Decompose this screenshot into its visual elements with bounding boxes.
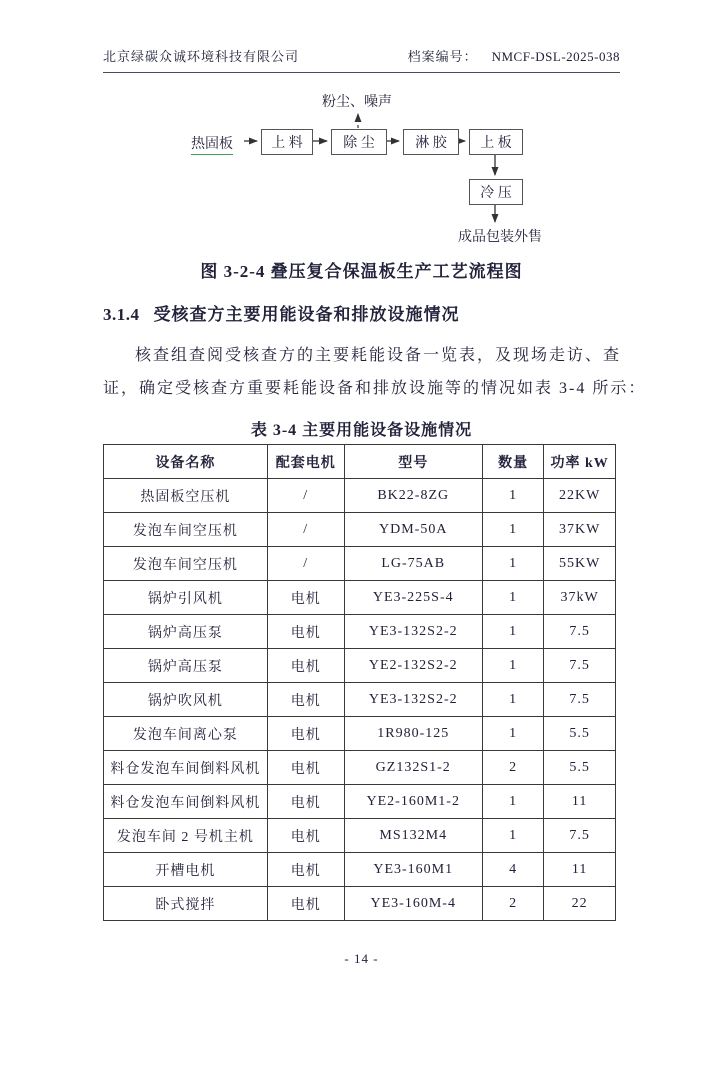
table-cell-name: 发泡车间空压机 — [104, 513, 268, 547]
table-cell-name: 锅炉高压泵 — [104, 615, 268, 649]
table-row — [104, 683, 616, 717]
table-cell-power: 37KW — [544, 513, 616, 547]
figure-caption: 图 3-2-4 叠压复合保温板生产工艺流程图 — [200, 262, 523, 281]
flow-label-source: 热固板 — [191, 133, 233, 155]
document-page — [0, 46, 723, 1070]
table-row — [104, 751, 616, 785]
table-cell-name: 热固板空压机 — [104, 479, 268, 513]
table-cell-motor: 电机 — [267, 785, 344, 819]
page-header — [103, 46, 620, 73]
table-row — [104, 547, 616, 581]
table-cell-motor: / — [267, 547, 344, 581]
table-row — [104, 513, 616, 547]
archive-number: NMCF-DSL-2025-038 — [491, 49, 620, 64]
table-cell-model: YE2-132S2-2 — [344, 649, 482, 683]
table-cell-qty: 1 — [482, 547, 543, 581]
section-title: 受核查方主要用能设备和排放设施情况 — [153, 305, 460, 324]
flow-node-boarding: 上 板 — [469, 129, 523, 155]
col-header-qty: 数量 — [482, 445, 543, 479]
process-flowchart — [103, 89, 620, 247]
table-cell-model: 1R980-125 — [344, 717, 482, 751]
table-cell-name: 开槽电机 — [104, 853, 268, 887]
table-cell-model: YE3-225S-4 — [344, 581, 482, 615]
table-cell-name: 锅炉高压泵 — [104, 649, 268, 683]
table-row — [104, 649, 616, 683]
table-cell-motor: 电机 — [267, 717, 344, 751]
archive-info — [408, 46, 620, 65]
table-row — [104, 717, 616, 751]
table-row — [104, 853, 616, 887]
table-cell-model: YE3-132S2-2 — [344, 683, 482, 717]
table-cell-power: 7.5 — [544, 649, 616, 683]
table-cell-name: 料仓发泡车间倒料风机 — [104, 751, 268, 785]
table-cell-model: GZ132S1-2 — [344, 751, 482, 785]
table-cell-qty: 1 — [482, 513, 543, 547]
table-cell-power: 55KW — [544, 547, 616, 581]
col-header-device-name: 设备名称 — [104, 445, 268, 479]
table-cell-model: YE3-132S2-2 — [344, 615, 482, 649]
table-cell-qty: 2 — [482, 887, 543, 921]
flow-label-emission: 粉尘、噪声 — [322, 95, 392, 110]
table-cell-name: 发泡车间空压机 — [104, 547, 268, 581]
flowchart-arrows — [103, 89, 620, 247]
table-row — [104, 581, 616, 615]
table-cell-model: YE2-160M1-2 — [344, 785, 482, 819]
table-cell-qty: 1 — [482, 615, 543, 649]
table-cell-qty: 1 — [482, 581, 543, 615]
table-cell-qty: 4 — [482, 853, 543, 887]
table-cell-qty: 2 — [482, 751, 543, 785]
table-cell-motor: 电机 — [267, 819, 344, 853]
table-cell-model: YE3-160M1 — [344, 853, 482, 887]
table-cell-motor: 电机 — [267, 683, 344, 717]
table-cell-motor: 电机 — [267, 853, 344, 887]
col-header-power: 功率 kW — [544, 445, 616, 479]
table-cell-motor: 电机 — [267, 615, 344, 649]
table-cell-model: BK22-8ZG — [344, 479, 482, 513]
table-cell-qty: 1 — [482, 717, 543, 751]
table-cell-power: 22 — [544, 887, 616, 921]
table-cell-name: 锅炉引风机 — [104, 581, 268, 615]
table-cell-model: YDM-50A — [344, 513, 482, 547]
table-cell-model: MS132M4 — [344, 819, 482, 853]
col-header-model: 型号 — [344, 445, 482, 479]
table-cell-qty: 1 — [482, 785, 543, 819]
table-cell-power: 7.5 — [544, 615, 616, 649]
table-cell-motor: 电机 — [267, 751, 344, 785]
page-number: - 14 - — [344, 951, 379, 966]
table-row — [104, 887, 616, 921]
section-heading — [103, 300, 620, 325]
table-cell-motor: 电机 — [267, 581, 344, 615]
flow-label-output: 成品包装外售 — [458, 230, 542, 245]
flow-node-gluing: 淋 胶 — [403, 129, 459, 155]
flow-node-feeding: 上 料 — [261, 129, 313, 155]
table-cell-qty: 1 — [482, 819, 543, 853]
body-paragraph — [103, 339, 647, 405]
equipment-table-body — [104, 479, 616, 921]
table-row — [104, 785, 616, 819]
table-cell-power: 7.5 — [544, 683, 616, 717]
table-cell-motor: / — [267, 513, 344, 547]
table-caption: 表 3-4 主要用能设备设施情况 — [250, 422, 473, 439]
table-cell-qty: 1 — [482, 683, 543, 717]
paragraph-line: 证，确定受核查方重要耗能设备和排放设施等的情况如表 3-4 所示： — [103, 380, 647, 397]
table-cell-power: 11 — [544, 785, 616, 819]
equipment-table — [103, 444, 616, 921]
table-cell-power: 22KW — [544, 479, 616, 513]
table-cell-motor: 电机 — [267, 887, 344, 921]
table-cell-power: 7.5 — [544, 819, 616, 853]
archive-label: 档案编号： — [407, 49, 478, 64]
table-cell-motor: 电机 — [267, 649, 344, 683]
table-cell-qty: 1 — [482, 479, 543, 513]
table-cell-qty: 1 — [482, 649, 543, 683]
table-cell-name: 发泡车间离心泵 — [104, 717, 268, 751]
table-cell-model: LG-75AB — [344, 547, 482, 581]
table-cell-name: 发泡车间 2 号机主机 — [104, 819, 268, 853]
table-cell-motor: / — [267, 479, 344, 513]
table-row — [104, 819, 616, 853]
flow-node-dedusting: 除 尘 — [331, 129, 387, 155]
table-cell-name: 锅炉吹风机 — [104, 683, 268, 717]
flow-node-cold-press: 冷 压 — [469, 179, 523, 205]
table-cell-power: 37kW — [544, 581, 616, 615]
table-cell-power: 11 — [544, 853, 616, 887]
table-cell-model: YE3-160M-4 — [344, 887, 482, 921]
table-cell-power: 5.5 — [544, 717, 616, 751]
section-number: 3.1.4 — [103, 305, 140, 324]
equipment-table-header — [104, 445, 616, 479]
table-row — [104, 479, 616, 513]
table-cell-power: 5.5 — [544, 751, 616, 785]
table-cell-name: 料仓发泡车间倒料风机 — [104, 785, 268, 819]
col-header-motor: 配套电机 — [267, 445, 344, 479]
company-name: 北京绿碳众诚环境科技有限公司 — [103, 49, 300, 64]
table-cell-name: 卧式搅拌 — [104, 887, 268, 921]
paragraph-line: 核查组查阅受核查方的主要耗能设备一览表，及现场走访、查 — [135, 347, 622, 364]
table-row — [104, 615, 616, 649]
